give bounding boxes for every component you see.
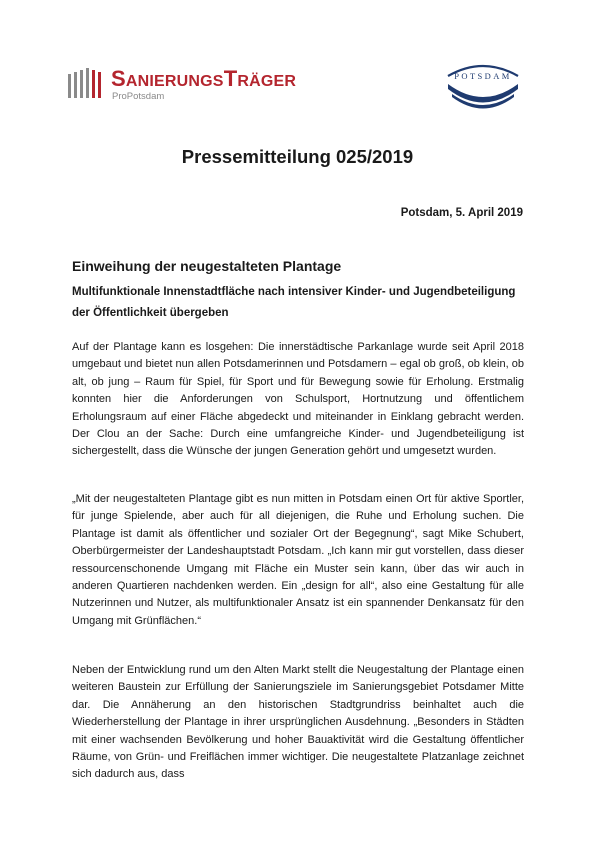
paragraph-1: Auf der Plantage kann es losgehen: Die innerstädtische Parkanlage wurde seit April 2018 umgebaut und bietet nun allen Potsdamerinnen und Potsdamern – egal ob groß, ob klein, ob alt, ob jung – Raum für Spiel, für Sport und für Bewegung sowie für Erholung. Erstmalig konnten hier die Anforderungen von Schulsport, Hortnutzung und öffentlichem Erholungsraum auf einer Fläche abgedeckt und miteinander in Einklang gebracht werden. Der Clou an der Sache: Durch eine umfangreiche Kinder- und Jugendbeteiligung ist sichergestellt, dass die Wünsche der jungen Generation gehört und umgesetzt wurden. xyxy=(72,341,524,458)
paragraph-2: „Mit der neugestalteten Plantage gibt es nun mitten in Potsdam einen Ort für aktive Sportler, für junge Spielende, aber auch für all diejenigen, die Ruhe und Erholung suchen. Die Plantage ist damit als öffentlicher und sozialer Ort der Begegnung“, sagt Mike Schubert, Oberbürgermeister der Landeshauptstadt Potsdam. „Ich kann mir gut vorstellen, dass dieser ressourcenschonende Umgang mit Fläche ein Muster sein kann, über das wir auch in anderen Quartieren nachdenken werden. Ein „design for all“, also eine Gestaltung für alle Nutzerinnen und Nutzer, als multifunktionaler Ansatz ist ein spannender Denkansatz für den Umgang mit Grünflächen.“ xyxy=(72,493,524,627)
potsdam-arc-icon xyxy=(442,62,524,110)
potsdam-logo-text: POTSDAM xyxy=(454,71,512,81)
dateline: Potsdam, 5. April 2019 xyxy=(400,207,523,219)
logo-bars-icon xyxy=(68,68,106,98)
paragraph-3: Neben der Entwicklung rund um den Alten Markt stellt die Neugestaltung der Plantage einen weiteren Baustein zur Erfüllung der Sanierungsziele im Sanierungsgebiet Potsdamer Mitte dar. Die Annäherung an den historischen Stadtgrundriss beinhaltet auch die Wiederherstellung der Plantage in ihrer ursprünglichen Ausdehnung. „Besonders in Städten mit einer wachsenden Bevölkerung und hoher Bauaktivität wird die Gestaltung öffentlicher Räume, von Grün- und Freiflächen immer wichtiger. Die neugestaltete Platzanlage zeichnet sich dadurch aus, dass xyxy=(72,664,524,781)
potsdam-logo xyxy=(442,62,524,110)
logo-subtext: ProPotsdam xyxy=(112,91,165,102)
headline: Einweihung der neugestalteten Plantage xyxy=(72,258,342,274)
sanierungstraeger-logo xyxy=(68,64,313,114)
logo-brand-text: SANIERUNGSTRÄGER xyxy=(111,66,297,91)
page-title: Pressemitteilung 025/2019 xyxy=(181,146,414,167)
subheadline: Multifunktionale Innenstadtfläche nach intensiver Kinder- und Jugendbeteiligung der Öffentlichkeit übergeben xyxy=(72,286,516,319)
